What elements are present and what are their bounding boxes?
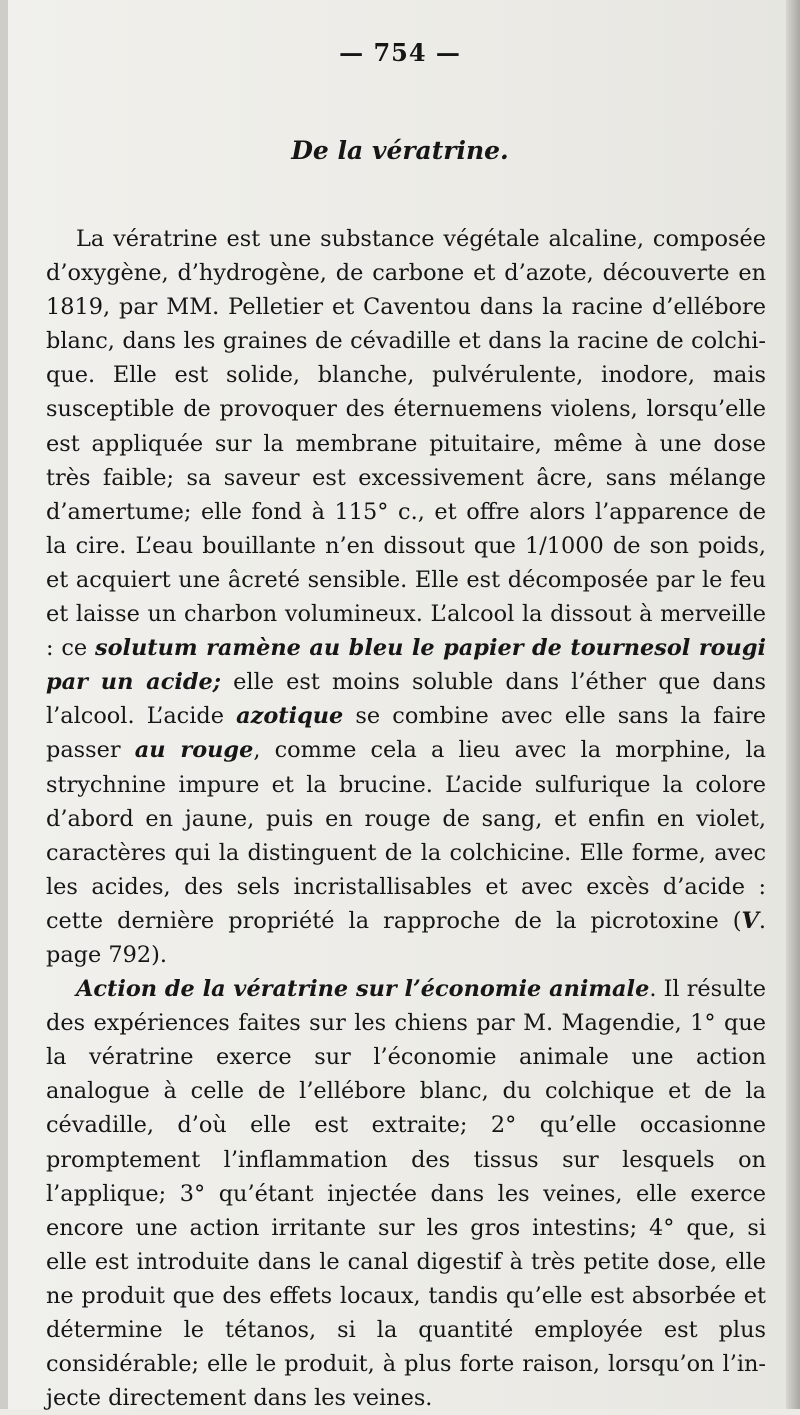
paragraph-1-text-a: La vératrine est une substance végétale alcaline, composée d’oxygène, d’hydrogène, de carbone et d’azote, découverte en 1819, par MM. Pelletier et Caventou dans la racine d’ellébore blanc, dans les graines de cévadille et dans la racine de colchique. Elle est solide, blanche, pulvérulente, inodore, mais susceptible de provoquer des éternuemens violens, lorsqu’elle est appliquée sur la membrane pituitaire, même à une dose très faible; sa saveur est excessivement âcre, sans mélange d’amertume; elle fond à 115° c., et offre alors l’apparence de la cire. L’eau bouillante n’en dissout que 1/1000 de son poids, et acquiert une âcreté sensible. Elle est décomposée par le feu et laisse un charbon volumineux. L’alcool la dissout à merveille : ce xyxy=(46,226,766,662)
page-edge-right xyxy=(786,0,800,1409)
paragraph-1-text-b: elle est moins soluble dans l’éther que dans l’alcool. L’acide xyxy=(46,669,766,730)
body-text xyxy=(46,222,766,1415)
section-heading: De la vératrine. xyxy=(291,136,509,165)
paragraph-1 xyxy=(46,222,766,972)
paragraph-2-heading: Action de la vératrine sur l’économie animale xyxy=(76,976,650,1003)
page-edge-left xyxy=(0,0,8,1409)
page-number: — 754 — xyxy=(339,38,461,67)
paragraph-1-italic-c: au rouge xyxy=(134,737,254,764)
paragraph-1-italic-d: V xyxy=(741,907,759,934)
paragraph-2-text: . Il résulte des expériences faites sur les chiens par M. Magendie, 1° que la vératrine exerce sur l’économie animale une action analogue à celle de l’ellébore blanc, du colchique et de la cévadille, d’où elle est extraite; 2° qu’elle occasionne promptement l’inflammation des tissus sur lesquels on l’applique; 3° qu’étant injectée dans les veines, elle exerce encore une action irritante sur les gros intestins; 4° que, si elle est introduite dans le canal digestif à très petite dose, elle ne produit que des effets locaux, tandis qu’elle est absorbée et détermine le tétanos, si la quantité employée est plus considérable; elle le produit, à plus forte raison, lorsqu’on l’injecte directement dans les veines. xyxy=(46,976,766,1412)
paragraph-1-italic-b: azotique xyxy=(236,703,344,730)
paragraph-1-text-d: , comme cela a lieu avec la morphine, la strychnine impure et la brucine. L’acide sulfurique la colore d’abord en jaune, puis en rouge de sang, et enfin en violet, caractères qui la distinguent de la colchicine. Elle forme, avec les acides, des sels incristallisables et avec excès d’acide : cette dernière propriété la rapproche de la picrotoxine ( xyxy=(46,737,766,934)
paragraph-2 xyxy=(46,972,766,1415)
paragraph-1-italic-a: solutum ramène au bleu le papier de tournesol rougi par un acide; xyxy=(46,635,766,696)
paragraph-1-text-e: . page 792). xyxy=(46,907,766,968)
paragraph-1-text-c: se combine avec elle sans la faire passer xyxy=(46,703,766,764)
